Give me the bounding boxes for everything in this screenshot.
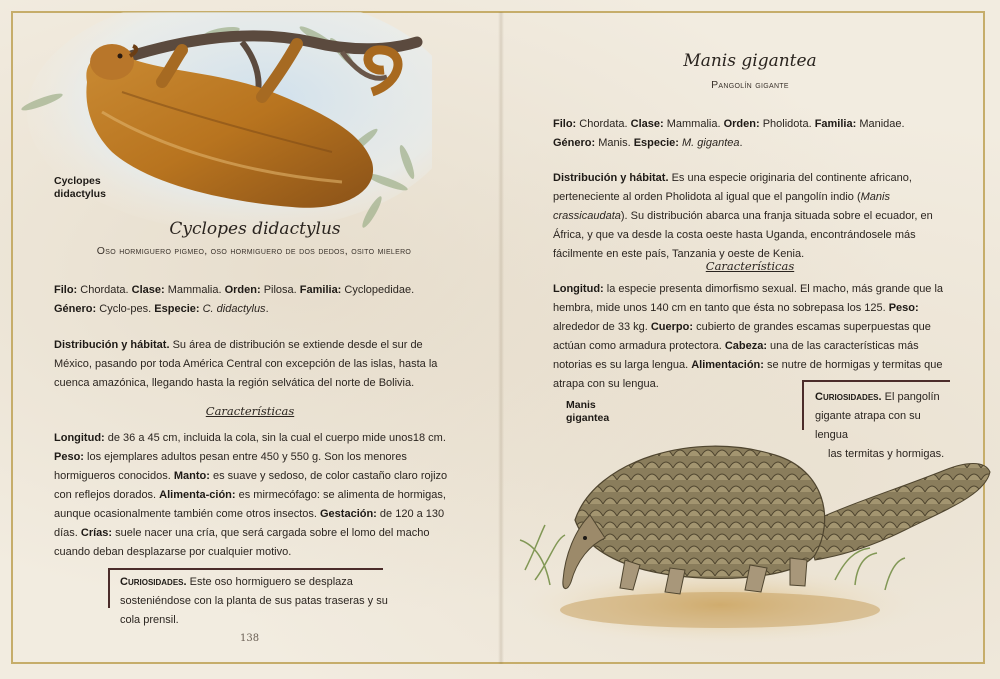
features-paragraph-right: Longitud: la especie presenta dimorfismo sexual. El macho, más grande que la hembra, mide unos 140 cm en tanto que ésta no sobrepasa los 125. Peso: alrededor de 33 kg. Cuerpo: cubierto de grandes escamas superpuestas que actúan como armadura protectora. Cabeza: una de las características más notorias es su larga lengua. Alimentación: se nutre de hormigas y termitas que atrapa con su lengua. [553,283,944,390]
curiosity-rule-horizontal [108,568,383,570]
taxonomy-paragraph-right: Filo: Chordata. Clase: Mammalia. Orden: Pholidota. Familia: Manidae. Género: Manis. Especie: M. gigantea. [553,118,905,149]
features-paragraph: Longitud: de 36 a 45 cm, incluida la cola, sin la cual el cuerpo mide unos18 cm. Peso: los ejemplares adultos pesan entre 450 y 550 g. Son los menores hormigueros conocidos. Manto: es suave y sedoso, de color castaño claro rojizo con reflejos dorados. Alimenta-ción: es mirmecófago: se alimenta de hormigas, aunque ocasionalmente también come otros insectos. Gestación: de 120 a 130 días. Crías: suele nacer una cría, que será cargada sobre el lomo del macho cuando deban desplazarse por cualquier motivo. [54,432,448,558]
pangolin-illustration [505,420,995,650]
page-number: 138 [240,633,260,644]
page-title-right: Manis gigantea [683,51,817,71]
curiosity-box-right: Curiosidades. El pangolín gigante atrapa con su lengua las termitas y hormigas. [815,391,945,460]
page-subtitle: Oso hormiguero pigmeo, oso hormiguero de dos dedos, osito mielero [96,245,412,257]
features-heading-right: Características [705,259,795,273]
features-heading: Características [205,404,295,418]
curiosity-box: Curiosidades. Este oso hormiguero se desplaza sosteniéndose con la planta de sus patas traseras y su cola prensil. [120,576,388,626]
anteater-caption: Cyclopes didactylus [54,175,106,200]
curiosity-rule-vertical [108,568,110,608]
curiosity-rule-horizontal-right [802,380,950,382]
pangolin-caption: Manis gigantea [566,399,610,424]
distribution-paragraph-right: Distribución y hábitat. Es una especie originaria del continente africano, perteneciente al orden Pholidota al igual que el pangolín indio (Manis crassicaudata). Su distribución abarca una franja situada sobre el ecuador, en África, y que va desde la costa oeste hasta Uganda, encontrándosele más fácilmente en este país, Tanzania y oeste de Kenia. [553,172,933,260]
page-subtitle-right: Pangolín gigante [711,79,789,91]
taxonomy-paragraph: Filo: Chordata. Clase: Mammalia. Orden: Pilosa. Familia: Cyclopedidae. Género: Cyclo-pes. Especie: C. didactylus. [54,284,415,315]
page-title: Cyclopes didactylus [169,219,341,239]
book-gutter [498,12,504,664]
distribution-paragraph: Distribución y hábitat. Su área de distribución se extiende desde el sur de México, pasando por toda América Central con excepción de las islas, hasta la cuenca amazónica, llegando hasta la región selvática del norte de Bolivia. [54,339,438,389]
